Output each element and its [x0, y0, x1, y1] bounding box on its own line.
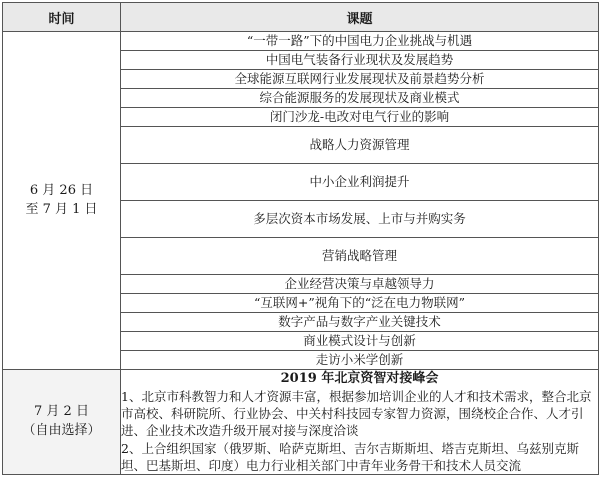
topic-cell: 战略人力资源管理 — [121, 127, 599, 164]
topic-cell: 中小企业利润提升 — [121, 164, 599, 201]
date-end: 至 7 月 1 日 — [25, 201, 98, 217]
header-time: 时间 — [3, 3, 121, 32]
topic-cell: 企业经营决策与卓越领导力 — [121, 275, 599, 294]
topic-cell: “互联网+”视角下的“泛在电力物联网” — [121, 294, 599, 313]
topic-cell: 数字产品与数字产业关键技术 — [121, 313, 599, 332]
summit-paragraph-2: 2、上合组织国家（俄罗斯、哈萨克斯坦、吉尔吉斯斯坦、塔吉克斯坦、乌兹别克斯坦、巴基斯坦、印度）电力行业相关部门中青年业务骨干和技术人员交流 — [121, 440, 579, 473]
header-row — [3, 3, 599, 32]
date-cell-2 — [3, 370, 121, 475]
topic-cell: 全球能源互联网行业发展现状及前景趋势分析 — [121, 70, 599, 89]
summit-paragraph-1: 1、北京市科教智力和人才资源丰富，根据参加培训企业的人才和技术需求，整合北京市高校、科研院所、行业协会、中关村科技园专家智力资源，围绕校企合作、人才引进、企业技术改造升级开展对接与深度洽谈 — [121, 388, 592, 439]
summit-cell — [121, 370, 599, 475]
summit-title: 2019 年北京资智对接峰会 — [280, 371, 439, 386]
date-start: 6 月 26 日 — [29, 182, 94, 198]
topic-cell: 走访小米学创新 — [121, 351, 599, 370]
table-row — [3, 32, 599, 51]
date-day: 7 月 2 日 — [34, 404, 89, 420]
topic-cell: 综合能源服务的发展现状及商业模式 — [121, 89, 599, 108]
date-cell-1 — [3, 32, 121, 370]
topic-cell: “一带一路”下的中国电力企业挑战与机遇 — [121, 32, 599, 51]
header-topic: 课题 — [121, 3, 599, 32]
topic-cell: 中国电气装备行业现状及发展趋势 — [121, 51, 599, 70]
topic-cell: 多层次资本市场发展、上市与并购实务 — [121, 201, 599, 238]
topic-cell: 营销战略管理 — [121, 238, 599, 275]
schedule-table — [2, 2, 599, 475]
table-row — [3, 370, 599, 475]
date-note: （自由选择） — [22, 423, 101, 439]
topic-cell: 商业模式设计与创新 — [121, 332, 599, 351]
topic-cell: 闭门沙龙-电改对电气行业的影响 — [121, 108, 599, 127]
